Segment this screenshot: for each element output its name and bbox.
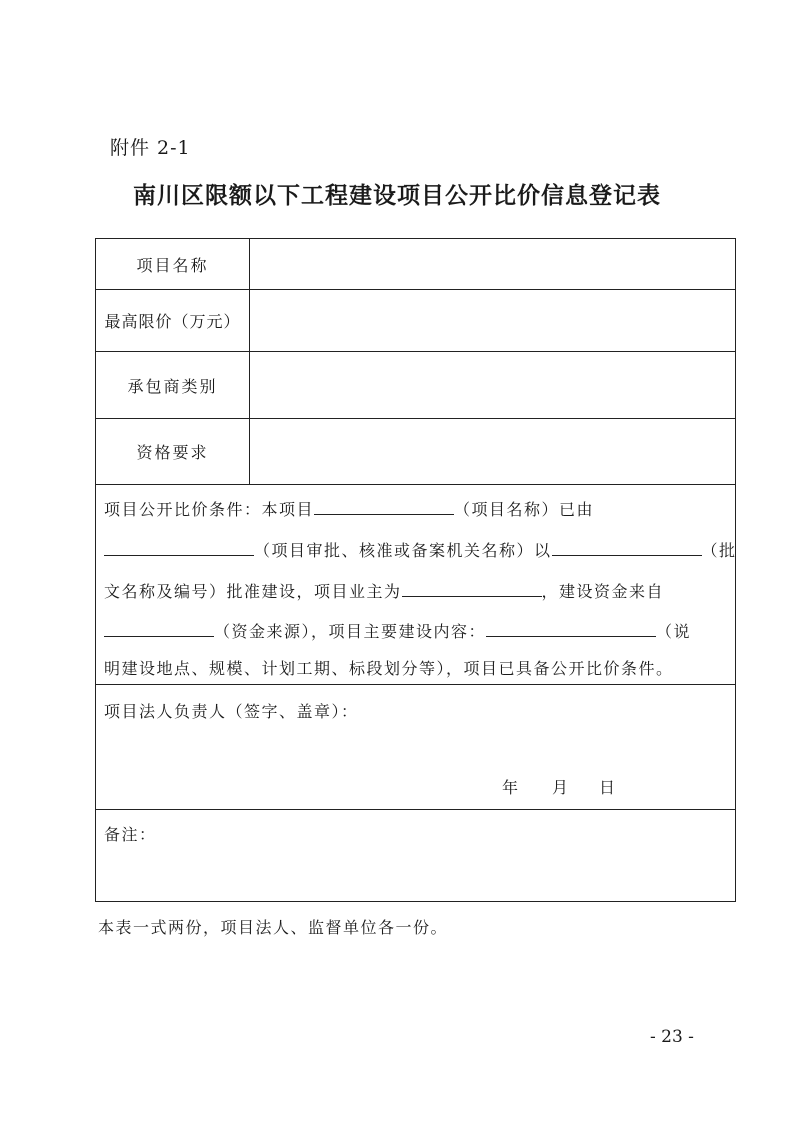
- condition-line-2: [104, 539, 737, 561]
- condition-text: （项目审批、核准或备案机关名称）以: [254, 541, 552, 560]
- signature-year-label: 年: [502, 778, 520, 797]
- registration-form-table: [95, 238, 736, 902]
- field-label: 最高限价（万元）: [96, 290, 250, 351]
- condition-line-1: [104, 498, 594, 520]
- page-number: - 23 -: [650, 1027, 694, 1047]
- approval-authority-blank[interactable]: [104, 539, 254, 556]
- condition-text: 文名称及编号）批准建设，项目业主为: [104, 582, 402, 601]
- condition-line-3: [104, 580, 664, 602]
- document-number-blank[interactable]: [552, 539, 702, 556]
- qualification-value[interactable]: [250, 419, 735, 484]
- footnote: 本表一式两份，项目法人、监督单位各一份。: [98, 918, 449, 937]
- max-price-value[interactable]: [250, 290, 735, 351]
- row-qualification: [96, 419, 735, 485]
- condition-line-4: [104, 620, 691, 642]
- construction-content-blank[interactable]: [486, 620, 656, 637]
- condition-text: 明建设地点、规模、计划工期、标段划分等），项目已具备公开比价条件。: [104, 659, 674, 678]
- row-signature: [96, 685, 735, 810]
- funding-source-blank[interactable]: [104, 620, 214, 637]
- field-label: 项目名称: [96, 239, 250, 289]
- attachment-label: 附件 2-1: [110, 137, 191, 159]
- condition-text: （资金来源），项目主要建设内容：: [214, 622, 487, 641]
- field-label: 资格要求: [96, 419, 250, 484]
- condition-text: （项目名称）已由: [454, 500, 595, 519]
- row-conditions: [96, 485, 735, 685]
- contractor-category-value[interactable]: [250, 352, 735, 418]
- row-max-price: [96, 290, 735, 352]
- project-name-blank[interactable]: [314, 498, 454, 515]
- signature-label: 项目法人负责人（签字、盖章）：: [104, 702, 359, 721]
- condition-text: 项目公开比价条件：本项目: [104, 500, 315, 519]
- signature-month-label: 月: [552, 778, 570, 797]
- remarks-label: 备注：: [104, 825, 157, 844]
- signature-day-label: 日: [599, 778, 617, 797]
- condition-text: ，建设资金来自: [541, 582, 665, 601]
- row-contractor-category: [96, 352, 735, 419]
- project-owner-blank[interactable]: [402, 580, 542, 597]
- condition-text: （批: [701, 541, 737, 560]
- form-title: 南川区限额以下工程建设项目公开比价信息登记表: [133, 182, 661, 209]
- row-remarks: [96, 810, 735, 903]
- row-project-name: [96, 239, 735, 290]
- condition-text: （说: [656, 622, 692, 641]
- field-label: 承包商类别: [96, 352, 250, 418]
- project-name-value[interactable]: [250, 239, 735, 289]
- condition-line-5: [104, 659, 674, 679]
